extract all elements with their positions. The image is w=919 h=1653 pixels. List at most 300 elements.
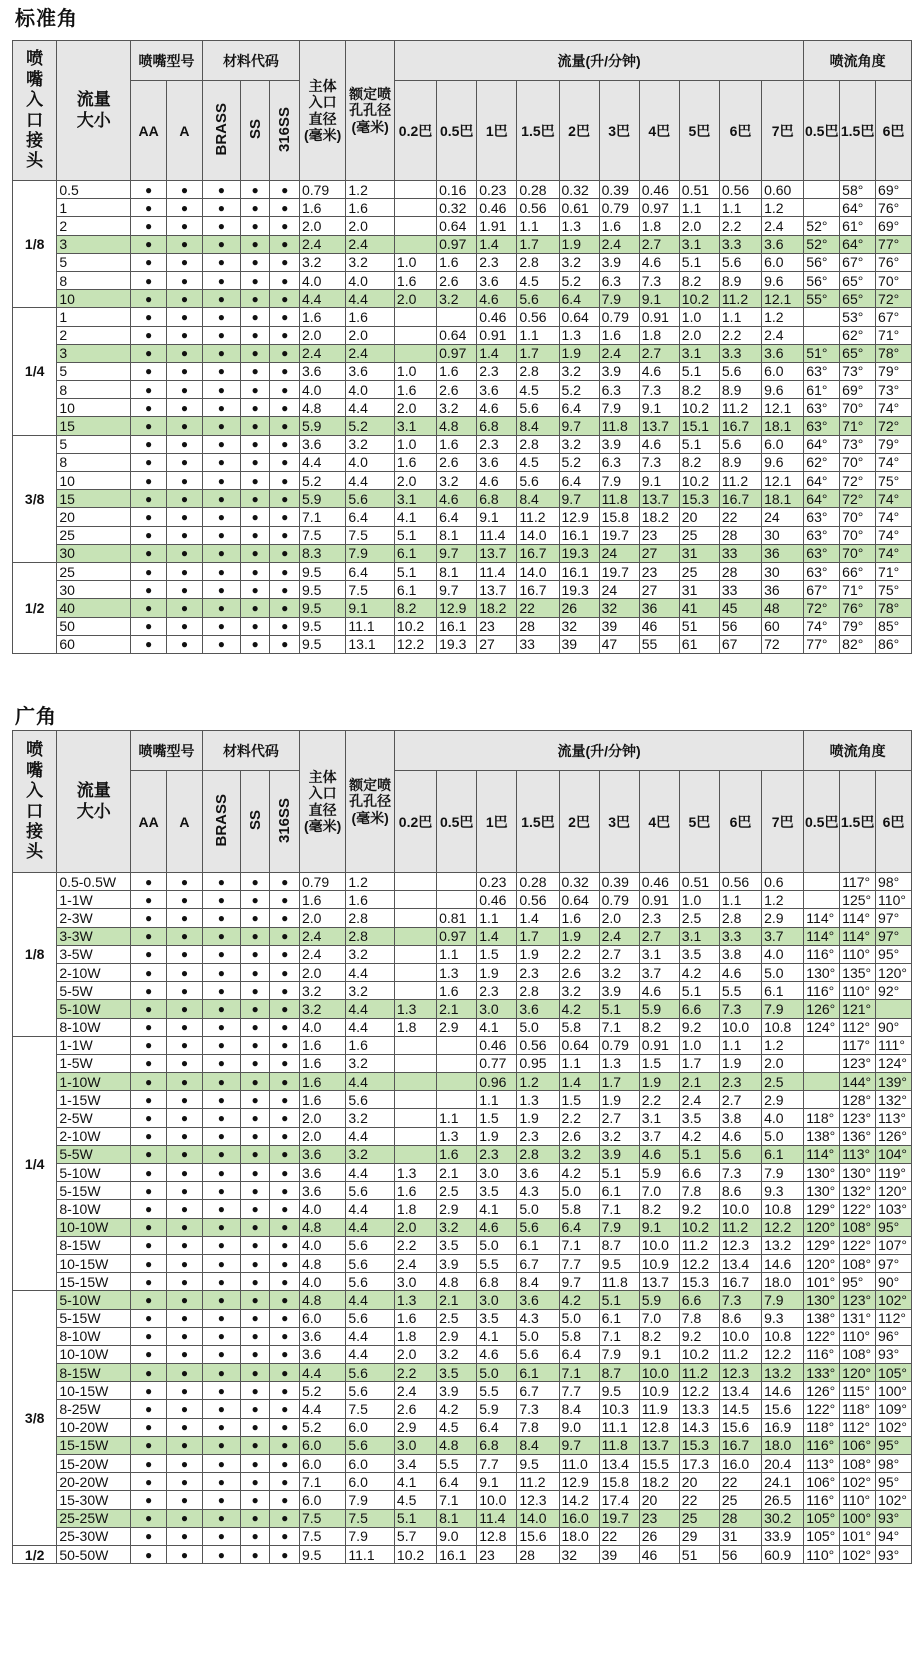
availability-dot: ● [131,1182,167,1200]
flow-cell: 56 [719,1545,761,1563]
availability-dot: ● [167,1036,203,1054]
availability-dot: ● [270,199,300,217]
header-flow-size [57,731,131,873]
flow-size-cell: 2-3W [57,909,131,927]
orifice-diameter-cell: 4.4 [346,963,395,981]
flow-cell [437,1073,477,1091]
flow-cell: 1.4 [477,235,517,253]
flow-cell: 10.8 [762,1327,804,1345]
availability-dot: ● [240,873,270,891]
flow-cell: 4.1 [477,1200,517,1218]
angle-cell: 67° [876,308,912,326]
wide-angle-table [12,730,912,1564]
header-angle-col: 1.5巴 [840,81,876,181]
table-row [13,1273,912,1291]
flow-cell: 12.3 [719,1236,761,1254]
flow-cell: 1.6 [437,1145,477,1163]
flow-cell: 3.8 [719,1109,761,1127]
inlet-diameter-cell: 3.2 [299,253,345,271]
header-angle-col: 6巴 [876,81,912,181]
flow-cell [437,1054,477,1072]
availability-dot: ● [270,490,300,508]
flow-cell: 3.6 [477,381,517,399]
flow-cell: 11.8 [599,1436,639,1454]
flow-size-cell: 30 [57,544,131,562]
availability-dot: ● [167,1418,203,1436]
flow-cell: 0.46 [477,891,517,909]
header-material-col-label: 316SS [276,797,294,844]
availability-dot: ● [240,1309,270,1327]
flow-cell: 1.0 [394,362,436,380]
flow-cell: 11.2 [719,1345,761,1363]
header-material-col-label: BRASS [212,794,230,847]
flow-cell: 2.8 [517,982,559,1000]
angle-cell: 120° [804,1218,840,1236]
inlet-diameter-cell: 9.5 [299,635,345,653]
flow-size-cell: 8 [57,271,131,289]
table-row [13,1364,912,1382]
orifice-diameter-cell: 3.2 [346,1145,395,1163]
inlet-diameter-cell: 9.5 [299,599,345,617]
availability-dot: ● [131,181,167,199]
flow-cell: 4.8 [437,1436,477,1454]
availability-dot: ● [167,581,203,599]
flow-cell: 2.6 [394,1400,436,1418]
flow-cell: 4.0 [762,1109,804,1127]
orifice-diameter-cell: 4.4 [346,1164,395,1182]
availability-dot: ● [202,1509,240,1527]
flow-cell: 6.1 [394,544,436,562]
flow-cell: 8.4 [517,490,559,508]
availability-dot: ● [240,1127,270,1145]
flow-cell: 6.4 [559,1345,599,1363]
flow-cell: 7.0 [639,1182,679,1200]
availability-dot: ● [240,472,270,490]
orifice-diameter-cell: 1.6 [346,199,395,217]
flow-cell: 4.2 [559,1164,599,1182]
inlet-diameter-cell: 2.4 [299,927,345,945]
availability-dot: ● [240,1145,270,1163]
flow-cell: 7.3 [719,1291,761,1309]
flow-cell: 1.6 [559,909,599,927]
flow-cell: 0.64 [559,891,599,909]
table-row [13,508,912,526]
flow-cell: 1.2 [517,1073,559,1091]
flow-cell: 13.4 [599,1455,639,1473]
inlet-diameter-cell: 7.1 [299,508,345,526]
availability-dot: ● [131,599,167,617]
flow-cell: 1.0 [394,435,436,453]
angle-cell: 116° [804,1436,840,1454]
angle-cell: 75° [876,581,912,599]
flow-cell: 4.6 [719,963,761,981]
flow-cell: 20 [639,1491,679,1509]
flow-cell: 2.7 [599,1109,639,1127]
angle-cell: 138° [804,1127,840,1145]
header-angle: 喷流角度 [804,41,912,81]
flow-cell: 3.5 [477,1309,517,1327]
angle-cell: 100° [876,1382,912,1400]
flow-cell: 2.6 [437,453,477,471]
availability-dot: ● [167,399,203,417]
flow-cell: 1.1 [719,891,761,909]
availability-dot: ● [202,1491,240,1509]
inlet-diameter-cell: 8.3 [299,544,345,562]
availability-dot: ● [270,1218,300,1236]
availability-dot: ● [167,617,203,635]
flow-cell: 3.2 [559,435,599,453]
availability-dot: ● [131,617,167,635]
flow-cell: 24 [762,508,804,526]
availability-dot: ● [240,199,270,217]
flow-cell: 16.7 [517,581,559,599]
angle-cell [804,1036,840,1054]
flow-cell: 6.8 [477,417,517,435]
flow-cell: 5.9 [477,1400,517,1418]
flow-cell: 2.3 [719,1073,761,1091]
availability-dot: ● [270,1291,300,1309]
flow-cell: 10.8 [762,1018,804,1036]
flow-cell: 8.7 [599,1364,639,1382]
availability-dot: ● [270,1418,300,1436]
angle-cell: 133° [804,1364,840,1382]
availability-dot: ● [167,1127,203,1145]
availability-dot: ● [131,891,167,909]
availability-dot: ● [270,508,300,526]
availability-dot: ● [202,1000,240,1018]
availability-dot: ● [240,1164,270,1182]
angle-cell: 65° [840,344,876,362]
availability-dot: ● [131,1545,167,1563]
orifice-diameter-cell: 7.5 [346,526,395,544]
header-connector-label: 喷嘴入口接头 [26,49,44,171]
flow-cell: 1.8 [394,1018,436,1036]
angle-cell: 118° [804,1418,840,1436]
flow-cell: 15.5 [639,1455,679,1473]
orifice-diameter-cell: 3.2 [346,253,395,271]
header-pressure-col: 5巴 [679,771,719,873]
angle-cell: 96° [876,1327,912,1345]
flow-cell: 4.8 [437,1273,477,1291]
availability-dot: ● [270,526,300,544]
flow-size-cell: 50 [57,617,131,635]
header-material-col-label: SS [246,810,264,831]
angle-cell: 98° [876,1455,912,1473]
flow-cell: 9.0 [437,1527,477,1545]
availability-dot: ● [270,873,300,891]
availability-dot: ● [167,1491,203,1509]
flow-cell [394,326,436,344]
flow-cell [394,982,436,1000]
angle-cell: 69° [876,181,912,199]
orifice-diameter-cell: 4.4 [346,399,395,417]
header-connector [13,41,57,181]
availability-dot: ● [167,1545,203,1563]
inlet-diameter-cell: 5.9 [299,417,345,435]
flow-cell: 16.1 [559,526,599,544]
flow-cell: 9.3 [762,1182,804,1200]
header-angle-col: 0.5巴 [804,81,840,181]
flow-cell: 0.39 [599,181,639,199]
availability-dot: ● [167,508,203,526]
flow-cell: 5.1 [679,362,719,380]
angle-cell: 114° [840,927,876,945]
header-type-col: A [167,81,203,181]
flow-cell: 18.0 [762,1273,804,1291]
angle-cell: 70° [840,526,876,544]
flow-cell: 12.2 [679,1254,719,1272]
header-orifice-diameter [346,41,395,181]
inlet-diameter-cell: 4.0 [299,1273,345,1291]
flow-cell: 3.2 [559,982,599,1000]
flow-cell: 33 [517,635,559,653]
angle-cell: 124° [876,1054,912,1072]
flow-cell: 16.1 [559,562,599,580]
availability-dot: ● [240,1200,270,1218]
orifice-diameter-cell: 4.0 [346,271,395,289]
inlet-diameter-cell: 5.9 [299,490,345,508]
availability-dot: ● [270,544,300,562]
angle-cell: 114° [804,909,840,927]
flow-cell: 51 [679,1545,719,1563]
flow-cell: 3.0 [477,1291,517,1309]
availability-dot: ● [167,326,203,344]
angle-cell: 124° [804,1018,840,1036]
flow-cell: 10.0 [477,1491,517,1509]
flow-cell: 0.64 [559,1036,599,1054]
flow-cell: 11.2 [719,399,761,417]
flow-cell [437,1091,477,1109]
orifice-diameter-cell: 4.4 [346,1218,395,1236]
flow-cell: 4.1 [394,508,436,526]
flow-cell: 7.3 [517,1400,559,1418]
flow-cell: 5.2 [559,453,599,471]
header-type-col: AA [131,81,167,181]
flow-cell: 3.9 [437,1382,477,1400]
flow-cell: 3.9 [599,982,639,1000]
flow-cell: 2.2 [394,1364,436,1382]
flow-cell: 3.6 [762,344,804,362]
table-row [13,1400,912,1418]
flow-cell: 6.3 [599,271,639,289]
availability-dot: ● [167,635,203,653]
angle-cell: 129° [804,1200,840,1218]
table-row [13,417,912,435]
angle-cell: 90° [876,1273,912,1291]
availability-dot: ● [131,1018,167,1036]
connector-cell: 3/8 [13,435,57,562]
flow-cell: 13.7 [639,490,679,508]
availability-dot: ● [131,472,167,490]
flow-cell: 13.3 [679,1400,719,1418]
orifice-diameter-cell: 7.5 [346,581,395,599]
angle-cell: 107° [876,1236,912,1254]
flow-cell: 5.8 [559,1018,599,1036]
angle-cell: 102° [876,1418,912,1436]
availability-dot: ● [202,271,240,289]
flow-cell: 8.2 [639,1200,679,1218]
flow-cell: 7.9 [599,472,639,490]
flow-cell: 0.77 [477,1054,517,1072]
availability-dot: ● [167,271,203,289]
availability-dot: ● [167,1273,203,1291]
table-row [13,1036,912,1054]
standard-angle-table [12,40,912,654]
angle-cell: 52° [804,217,840,235]
availability-dot: ● [202,453,240,471]
availability-dot: ● [270,1382,300,1400]
flow-cell [394,1054,436,1072]
flow-cell: 0.56 [517,308,559,326]
availability-dot: ● [240,381,270,399]
flow-cell: 4.2 [679,1127,719,1145]
table-row [13,1527,912,1545]
flow-cell: 6.1 [517,1364,559,1382]
flow-size-cell: 2 [57,326,131,344]
table-row [13,891,912,909]
availability-dot: ● [240,1455,270,1473]
flow-cell: 5.9 [639,1164,679,1182]
flow-cell: 18.0 [559,1527,599,1545]
flow-cell: 9.2 [679,1327,719,1345]
availability-dot: ● [202,253,240,271]
availability-dot: ● [202,544,240,562]
angle-cell: 92° [876,982,912,1000]
flow-cell: 31 [719,1527,761,1545]
flow-cell: 7.9 [762,1000,804,1018]
flow-cell: 10.2 [394,617,436,635]
flow-cell: 3.6 [762,235,804,253]
availability-dot: ● [202,490,240,508]
inlet-diameter-cell: 1.6 [299,1091,345,1109]
availability-dot: ● [202,1127,240,1145]
flow-cell: 3.9 [599,435,639,453]
flow-cell: 2.2 [639,1091,679,1109]
orifice-diameter-cell: 5.6 [346,1254,395,1272]
flow-cell: 9.7 [437,581,477,599]
inlet-diameter-cell: 9.5 [299,617,345,635]
flow-cell: 1.7 [517,235,559,253]
header-type-col: AA [131,771,167,873]
angle-cell: 79° [876,435,912,453]
table-row [13,1073,912,1091]
flow-cell: 2.6 [559,1127,599,1145]
table-row [13,1236,912,1254]
flow-size-cell: 10-20W [57,1418,131,1436]
flow-cell: 39 [599,617,639,635]
flow-cell: 6.1 [762,982,804,1000]
orifice-diameter-cell: 3.2 [346,945,395,963]
flow-cell [394,1036,436,1054]
connector-cell: 1/4 [13,1036,57,1291]
availability-dot: ● [167,599,203,617]
availability-dot: ● [202,581,240,599]
flow-cell: 1.6 [394,453,436,471]
table-row [13,1109,912,1127]
flow-size-cell: 2-10W [57,1127,131,1145]
availability-dot: ● [131,271,167,289]
angle-cell: 120° [840,1364,876,1382]
table-row [13,1545,912,1563]
flow-cell: 9.1 [639,1345,679,1363]
availability-dot: ● [131,544,167,562]
flow-cell: 3.2 [559,362,599,380]
flow-cell: 12.3 [517,1491,559,1509]
angle-cell: 122° [840,1236,876,1254]
angle-cell: 63° [804,544,840,562]
flow-size-cell: 5-10W [57,1291,131,1309]
flow-cell: 1.9 [477,1127,517,1145]
availability-dot: ● [131,1091,167,1109]
availability-dot: ● [131,927,167,945]
angle-cell: 123° [840,1054,876,1072]
angle-cell: 74° [876,508,912,526]
availability-dot: ● [167,490,203,508]
flow-cell: 1.4 [477,927,517,945]
flow-cell: 7.1 [599,1327,639,1345]
flow-cell: 31 [679,544,719,562]
flow-cell: 22 [599,1527,639,1545]
flow-cell: 2.1 [437,1000,477,1018]
angle-cell: 67° [840,253,876,271]
table-row [13,181,912,199]
angle-cell: 74° [876,490,912,508]
flow-cell: 3.1 [394,417,436,435]
flow-cell [394,873,436,891]
flow-cell: 9.7 [559,490,599,508]
flow-cell: 2.4 [394,1382,436,1400]
flow-cell: 4.1 [477,1018,517,1036]
inlet-diameter-cell: 2.4 [299,945,345,963]
availability-dot: ● [131,1455,167,1473]
flow-cell: 18.1 [762,417,804,435]
angle-cell: 73° [876,381,912,399]
angle-cell: 118° [804,1109,840,1127]
availability-dot: ● [202,1182,240,1200]
flow-size-cell: 10 [57,290,131,308]
header-orifice-diameter-label: 额定喷孔孔径(毫米) [349,777,392,826]
orifice-diameter-cell: 11.1 [346,617,395,635]
availability-dot: ● [240,963,270,981]
angle-cell: 73° [840,362,876,380]
availability-dot: ● [131,235,167,253]
flow-cell: 2.3 [477,362,517,380]
availability-dot: ● [240,1473,270,1491]
flow-cell: 5.0 [477,1236,517,1254]
inlet-diameter-cell: 2.0 [299,217,345,235]
orifice-diameter-cell: 6.0 [346,1418,395,1436]
flow-cell: 1.6 [599,326,639,344]
header-pressure-col: 0.2巴 [394,81,436,181]
flow-cell [437,873,477,891]
inlet-diameter-cell: 9.5 [299,581,345,599]
header-pressure-col: 3巴 [599,771,639,873]
inlet-diameter-cell: 2.0 [299,909,345,927]
flow-cell: 23 [477,1545,517,1563]
flow-cell: 3.0 [394,1273,436,1291]
flow-cell: 1.4 [559,1073,599,1091]
flow-cell: 7.8 [517,1418,559,1436]
header-inlet-diameter [299,731,345,873]
orifice-diameter-cell: 6.4 [346,562,395,580]
orifice-diameter-cell: 7.9 [346,544,395,562]
inlet-diameter-cell: 3.6 [299,362,345,380]
flow-cell: 4.6 [437,490,477,508]
availability-dot: ● [167,1109,203,1127]
angle-cell: 78° [876,599,912,617]
availability-dot: ● [240,1182,270,1200]
flow-cell: 13.7 [639,417,679,435]
